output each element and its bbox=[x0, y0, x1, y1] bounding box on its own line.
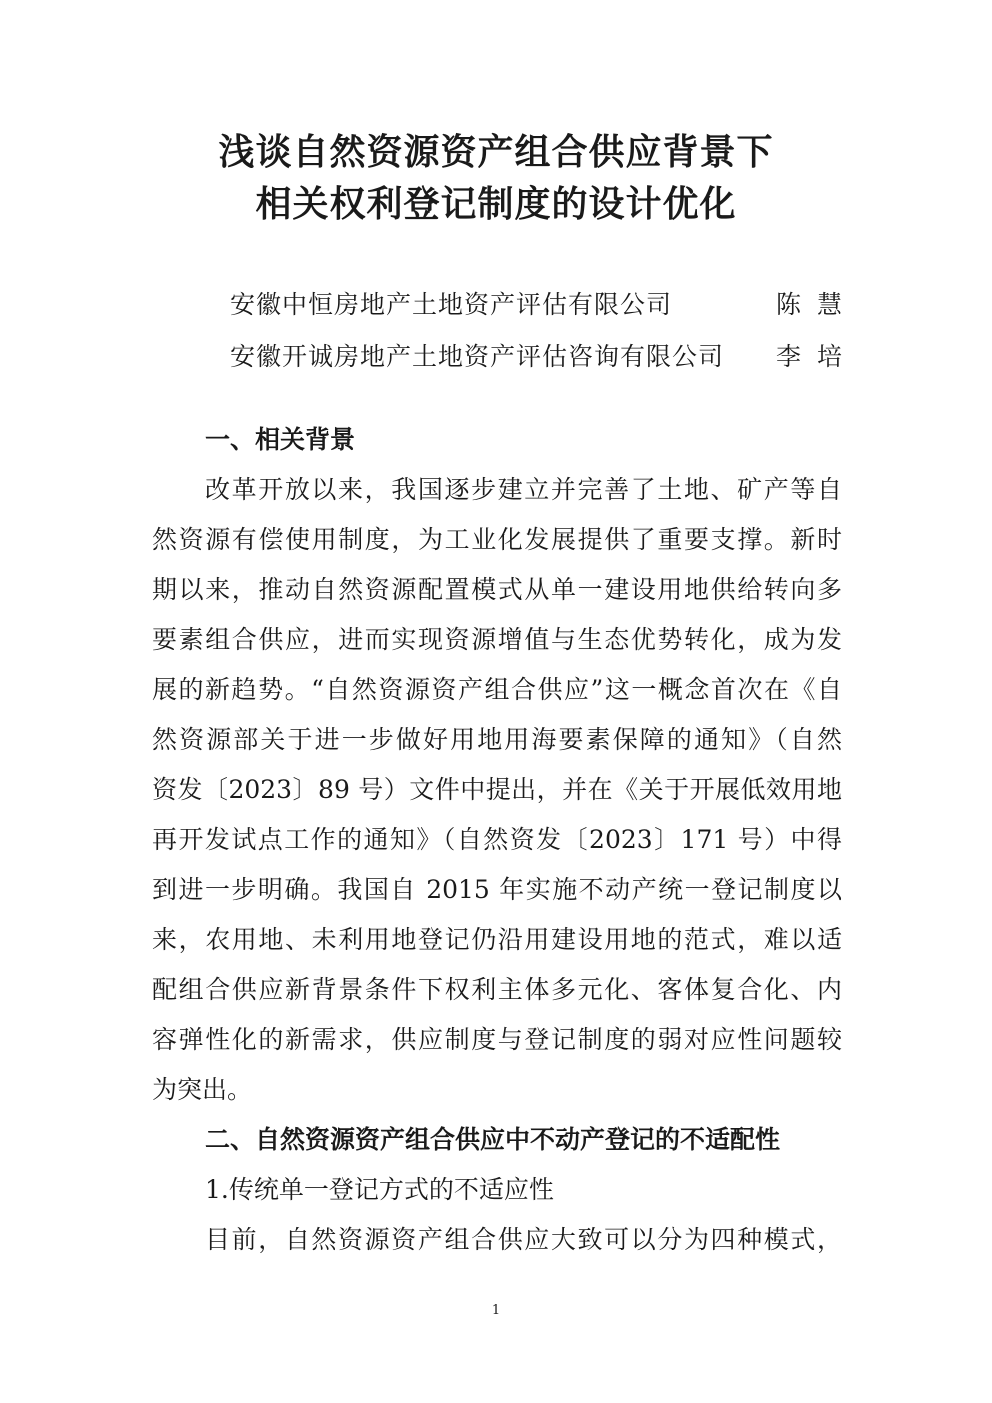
paragraph-line: 来，农用地、未利用地登记仍沿用建设用地的范式，难以适 bbox=[152, 925, 842, 954]
paragraph-line: 再开发试点工作的通知》（自然资发〔2023〕171 号）中得 bbox=[152, 825, 842, 854]
paragraph-line: 然资源有偿使用制度，为工业化发展提供了重要支撑。新时 bbox=[152, 525, 842, 554]
page-number: 1 bbox=[491, 1303, 501, 1318]
paragraph-line: 目前，自然资源资产组合供应大致可以分为四种模式， bbox=[205, 1225, 842, 1254]
author-name: 陈 慧 bbox=[776, 290, 846, 319]
section-heading: 二、自然资源资产组合供应中不动产登记的不适配性 bbox=[205, 1125, 781, 1154]
paragraph-line: 容弹性化的新需求，供应制度与登记制度的弱对应性问题较 bbox=[152, 1025, 842, 1054]
paragraph-line: 配组合供应新背景条件下权利主体多元化、客体复合化、内 bbox=[152, 975, 842, 1004]
section-heading: 一、相关背景 bbox=[205, 425, 356, 454]
author-affiliation: 安徽开诚房地产土地资产评估咨询有限公司 bbox=[230, 342, 725, 371]
paragraph-line: 到进一步明确。我国自 2015 年实施不动产统一登记制度以 bbox=[152, 875, 842, 904]
paragraph-line: 改革开放以来，我国逐步建立并完善了土地、矿产等自 bbox=[205, 475, 842, 504]
paragraph-line: 资发〔2023〕89 号）文件中提出，并在《关于开展低效用地 bbox=[152, 775, 842, 804]
author-name: 李 培 bbox=[776, 342, 846, 371]
author-affiliation: 安徽中恒房地产土地资产评估有限公司 bbox=[230, 290, 673, 319]
subsection-heading: 1.传统单一登记方式的不适应性 bbox=[205, 1175, 554, 1204]
paragraph-line: 然资源部关于进一步做好用地用海要素保障的通知》（自然 bbox=[152, 725, 842, 754]
title-line-1: 浅谈自然资源资产组合供应背景下 bbox=[218, 131, 774, 173]
paragraph-line: 期以来，推动自然资源配置模式从单一建设用地供给转向多 bbox=[152, 575, 842, 604]
paragraph-line: 要素组合供应，进而实现资源增值与生态优势转化，成为发 bbox=[152, 625, 842, 654]
title-line-2: 相关权利登记制度的设计优化 bbox=[255, 183, 737, 225]
paragraph-line: 为突出。 bbox=[152, 1075, 253, 1104]
paragraph-line: 展的新趋势。“自然资源资产组合供应”这一概念首次在《自 bbox=[152, 675, 842, 704]
